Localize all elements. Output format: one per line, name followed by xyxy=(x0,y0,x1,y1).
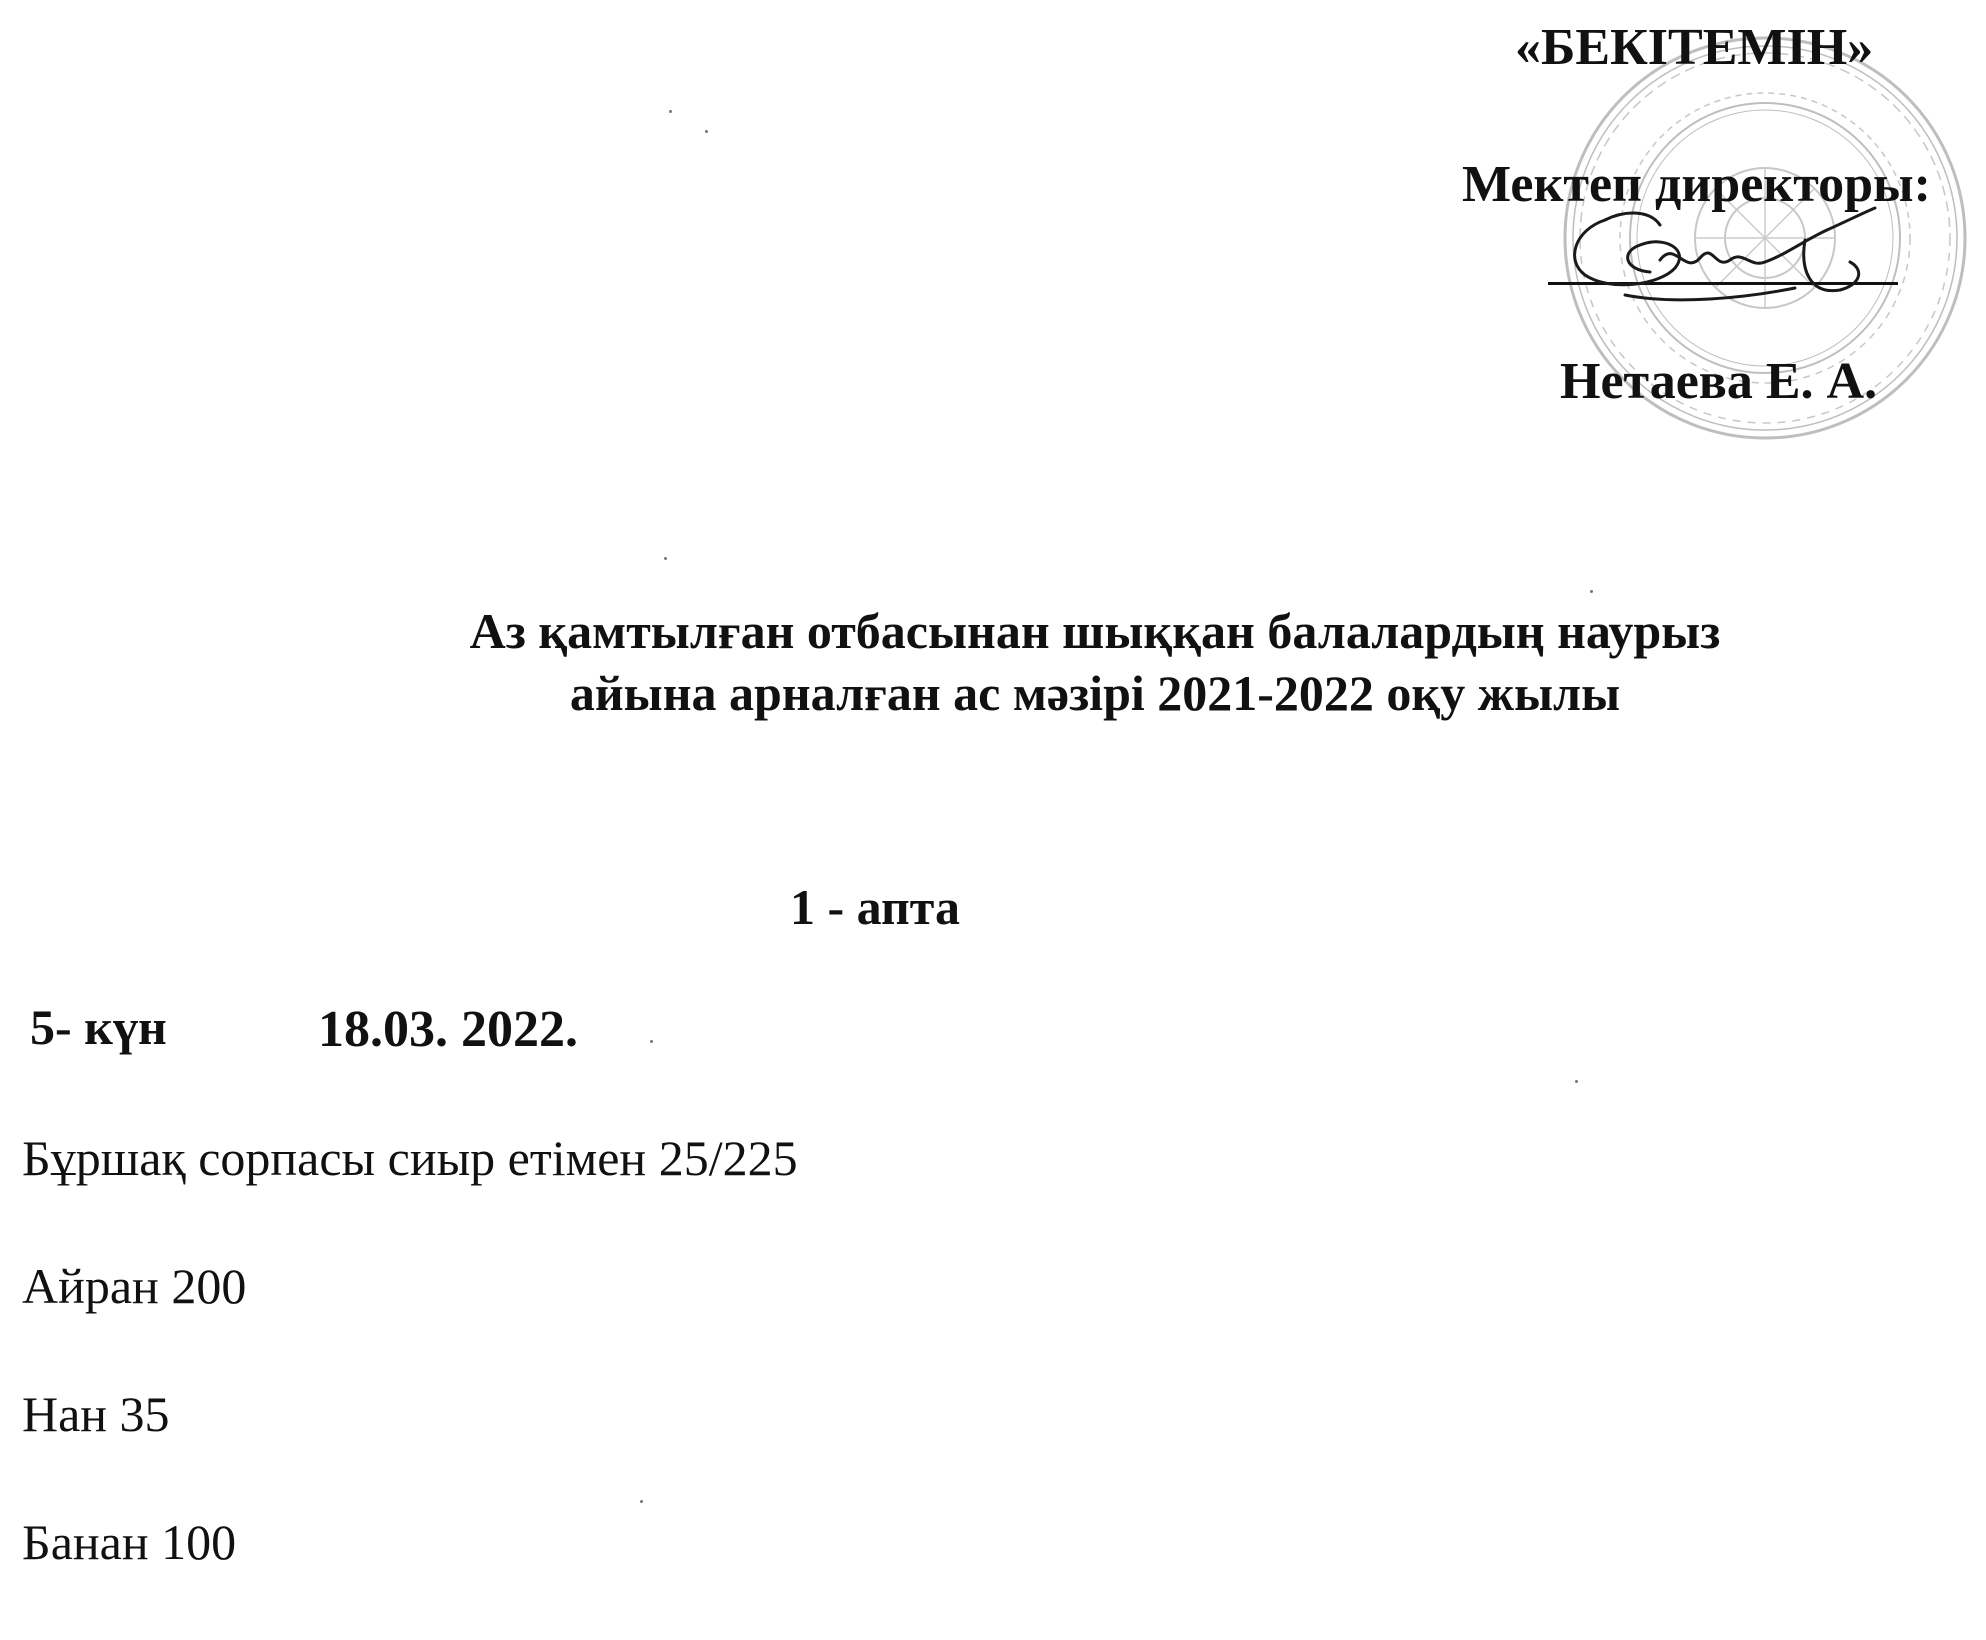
document-title xyxy=(300,600,1890,724)
menu-item: Нан 35 xyxy=(22,1386,170,1442)
document-title-line-1: Аз қамтылған отбасынан шыққан балалардың наурыз xyxy=(469,603,1721,659)
menu-item: Бұршақ сорпасы сиыр етімен 25/225 xyxy=(22,1130,798,1186)
scan-speck xyxy=(664,557,667,560)
director-name: Нетаева Е. А. xyxy=(1560,353,1878,410)
director-signature xyxy=(1565,200,1885,340)
scan-speck xyxy=(640,1500,643,1503)
document-title-line-2: айына арналған ас мәзірі 2021-2022 оқу жылы xyxy=(569,665,1621,721)
menu-list xyxy=(22,1128,798,1640)
menu-item: Айран 200 xyxy=(22,1258,247,1314)
day-date: 18.03. 2022. xyxy=(318,1001,578,1058)
week-label: 1 - апта xyxy=(790,879,960,935)
scan-speck xyxy=(1575,1080,1578,1083)
menu-item: Банан 100 xyxy=(22,1514,237,1570)
director-label: Мектеп директоры: xyxy=(1462,156,1931,213)
day-label: 5- күн xyxy=(30,999,167,1055)
approval-title: «БЕКІТЕМІН» xyxy=(1515,19,1874,76)
scan-speck xyxy=(1590,590,1593,593)
scan-speck xyxy=(705,130,708,133)
scan-speck xyxy=(669,110,672,113)
scan-speck xyxy=(650,1040,653,1043)
